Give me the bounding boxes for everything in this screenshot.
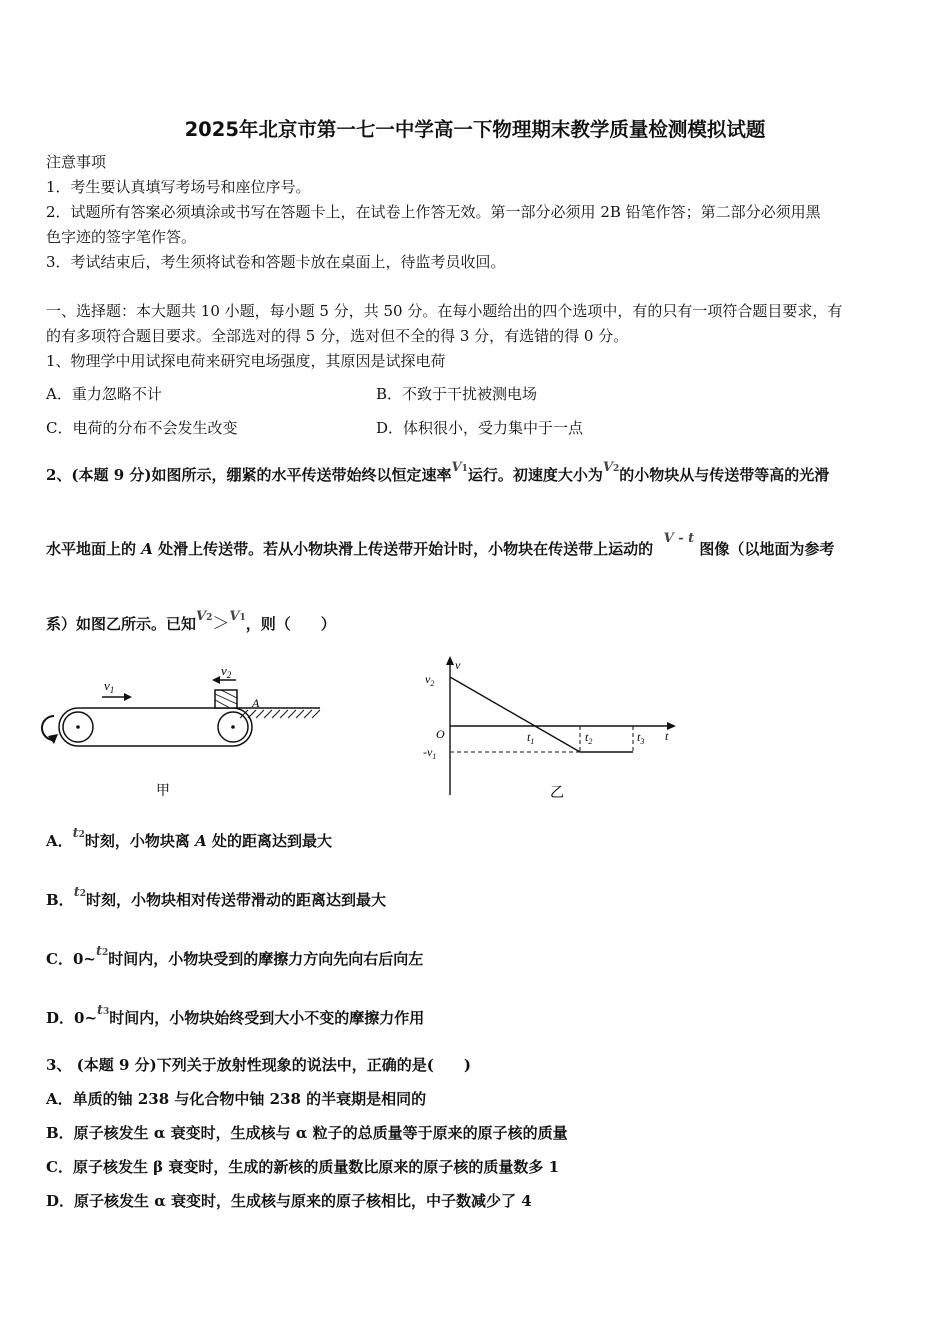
option-letter: D．0~ (46, 1009, 98, 1027)
vt-v: V (663, 531, 674, 546)
option-text: 时间内，小物块受到的摩擦力方向先向右后向左 (108, 950, 424, 968)
option-letter: B． (46, 891, 74, 909)
figure-conveyor-belt (40, 660, 330, 805)
q2-stem-text: 的小物块从与传送带等高的光滑 (619, 466, 830, 484)
q3-stem: 3、 (本题 9 分)下列关于放射性现象的说法中，正确的是( ) (46, 1056, 471, 1074)
q2-stem-text: 水平地面上的 (46, 540, 137, 558)
q1-option-c: C．电荷的分布不会发生改变 (46, 419, 238, 437)
q2-stem-text: 2、(本题 9 分)如图所示，绷紧的水平传送带始终以恒定速率 (46, 466, 452, 484)
vt-t: t (688, 531, 695, 546)
option-text: 时刻，小物块相对传送带滑动的距离达到最大 (85, 891, 386, 909)
greater-than: ＞ (212, 614, 230, 634)
section-instructions-1: 一、选择题：本大题共 10 小题，每小题 5 分，共 50 分。在每小题给出的四个选项中，有的只有一项符合题目要求，有 (46, 302, 843, 320)
belt-right-curve (233, 708, 252, 746)
v2-arrowhead (212, 676, 220, 684)
axis-label-t: t (665, 729, 669, 743)
t2-symbol (73, 826, 85, 841)
vt-dash: - (678, 531, 684, 546)
q1-option-b: B．不致于干扰被测电场 (376, 385, 538, 403)
q2-stem-text: 系）如图乙所示。已知 (46, 615, 197, 633)
t2-symbol (74, 885, 86, 900)
figure-vt-graph (415, 655, 685, 805)
q2-option-b (46, 885, 386, 913)
origin-label: O (436, 727, 445, 741)
label-a: A (252, 696, 260, 710)
option-text: 处的距离达到最大 (212, 832, 333, 850)
v-letter: V (196, 609, 207, 624)
v-sub: 1 (239, 613, 246, 623)
v-letter: V (602, 460, 613, 475)
v-sub: 2 (206, 613, 213, 623)
option-text: 时刻，小物块离 (84, 832, 190, 850)
q2-stem-text: 图像（以地面为参考 (699, 540, 835, 558)
t3-symbol (97, 1003, 109, 1018)
point-a-label: A (141, 540, 153, 558)
t-letter: t (72, 826, 79, 841)
v-axis-arrowhead (446, 656, 454, 665)
option-letter: C．0~ (46, 950, 96, 968)
q3-option-a: A．单质的铀 238 与化合物中铀 238 的半衰期是相同的 (46, 1090, 427, 1108)
page-title: 2025年北京市第一七一中学高一下物理期末教学质量检测模拟试题 (184, 118, 766, 141)
caption-jia: 甲 (156, 784, 170, 799)
notice-item-2-cont: 色字迹的签字笔作答。 (46, 228, 197, 246)
label-v2: $v_2$ (425, 672, 435, 688)
q2-stem-line-1 (46, 460, 830, 488)
q3-option-c: C．原子核发生 β 衰变时，生成的新核的质量数比原来的原子核的质量数多 1 (46, 1158, 560, 1176)
v2-symbol (196, 609, 212, 624)
v2-symbol (603, 460, 619, 475)
v1-symbol (452, 460, 468, 475)
velocity-line (450, 677, 580, 752)
q2-stem-text: ，则（ ） (245, 615, 336, 633)
q2-stem-text: 运行。初速度大小为 (467, 466, 603, 484)
q2-option-a (46, 826, 333, 854)
v-sub: 1 (461, 464, 468, 474)
label-t3: $t_3$ (637, 730, 645, 746)
t-letter: t (95, 944, 102, 959)
q1-option-d: D．体积很小，受力集中于一点 (376, 419, 584, 437)
q2-option-c (46, 944, 424, 972)
belt-left-curve (59, 708, 78, 746)
q2-stem-text: 处滑上传送带。若从小物块滑上传送带开始计时，小物块在传送带上运动的 (158, 540, 654, 558)
label-v1: $v_1$ (104, 678, 115, 695)
q2-option-d (46, 1003, 425, 1031)
section-instructions-2: 的有多项符合题目要求。全部选对的得 5 分，选对但不全的得 3 分，有选错的得 0 分。 (46, 327, 629, 345)
v1-symbol (229, 609, 245, 624)
q3-option-d: D．原子核发生 α 衰变时，生成核与原来的原子核相比，中子数减少了 4 (46, 1192, 532, 1210)
t2-symbol (96, 944, 108, 959)
v-letter: V (451, 460, 462, 475)
label-t1: $t_1$ (527, 730, 535, 746)
label-t2: $t_2$ (585, 730, 593, 746)
notice-heading: 注意事项 (46, 153, 107, 171)
v1-arrowhead (124, 693, 132, 701)
notice-item-1: 1．考生要认真填写考场号和座位序号。 (46, 178, 311, 196)
option-letter: A． (46, 832, 73, 850)
q2-stem-line-2 (46, 531, 835, 561)
notice-item-2: 2．试题所有答案必须填涂或书写在答题卡上，在试卷上作答无效。第一部分必须用 2B 铅笔作答；第二部分必须用黑 (46, 203, 821, 221)
point-a-label: A (195, 832, 207, 850)
option-text: 时间内，小物块始终受到大小不变的摩擦力作用 (109, 1009, 425, 1027)
t-sub: 2 (101, 948, 109, 958)
q3-option-b: B．原子核发生 α 衰变时，生成核与 α 粒子的总质量等于原来的原子核的质量 (46, 1124, 568, 1142)
label-neg-v1: $-v_1$ (423, 745, 437, 761)
label-v2: $v_2$ (221, 663, 232, 680)
t-letter: t (73, 885, 80, 900)
q2-stem-line-3 (46, 609, 336, 637)
v-sub: 2 (612, 464, 620, 474)
q1-stem: 1、物理学中用试探电荷来研究电场强度，其原因是试探电荷 (46, 352, 446, 370)
t-sub: 2 (78, 830, 85, 840)
v-letter: V (229, 609, 240, 624)
t-letter: t (97, 1003, 104, 1018)
t-axis-arrowhead (667, 722, 676, 730)
axis-label-v: v (455, 658, 461, 672)
vt-symbol (664, 531, 695, 546)
t-sub: 2 (79, 889, 86, 899)
notice-item-3: 3．考试结束后，考生须将试卷和答题卡放在桌面上，待监考员收回。 (46, 253, 506, 271)
caption-yi: 乙 (550, 786, 564, 801)
t-sub: 3 (103, 1007, 110, 1017)
q1-option-a: A．重力忽略不计 (46, 385, 162, 403)
